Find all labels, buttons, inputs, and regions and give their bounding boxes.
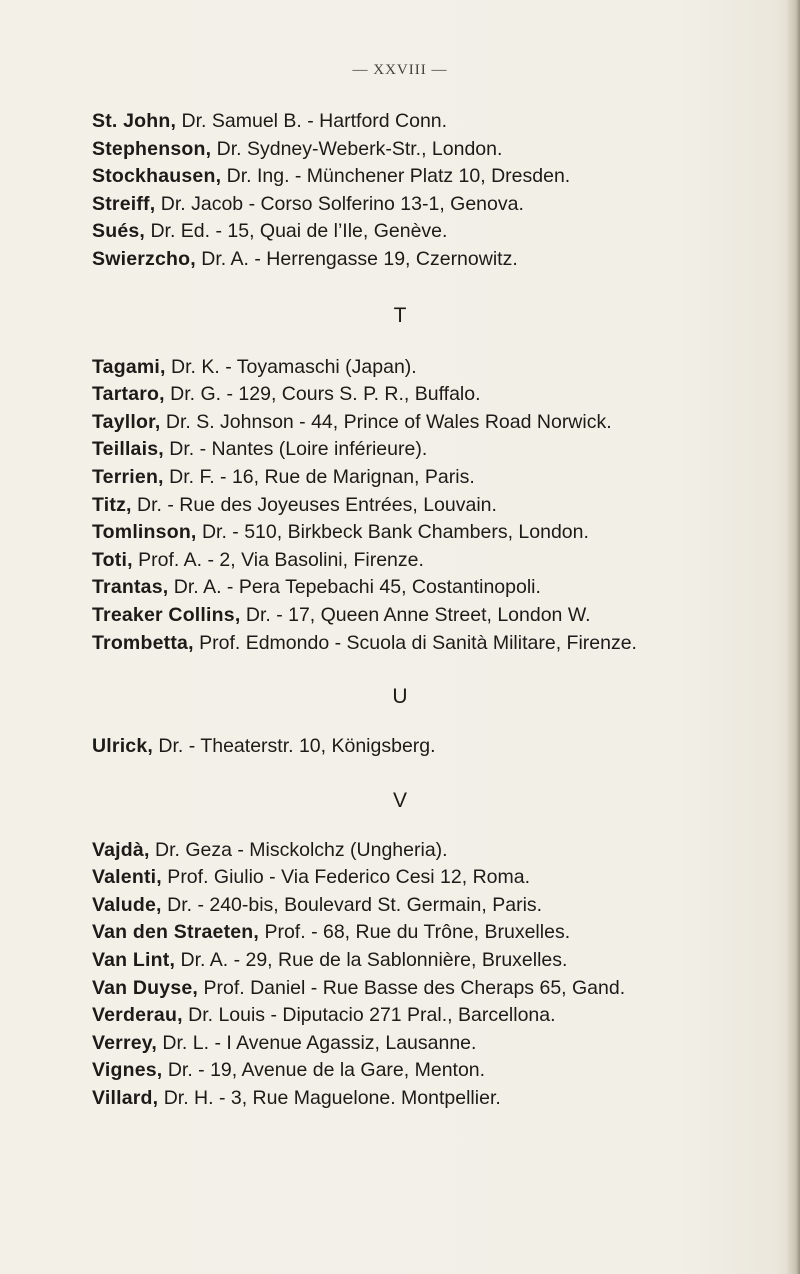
entry-name: Tomlinson, xyxy=(92,521,197,544)
entry-name: Stockhausen, xyxy=(92,165,222,188)
list-item xyxy=(92,574,782,602)
entry-name: Van den Straeten, xyxy=(92,921,260,944)
list-item xyxy=(92,136,782,164)
directory-list xyxy=(92,108,782,1113)
entry-details: Dr. Sydney-Weberk-Str., London. xyxy=(211,137,503,160)
list-item xyxy=(92,1085,782,1113)
list-item xyxy=(92,436,782,464)
list-item xyxy=(92,1057,782,1085)
entry-details: Dr. Jacob - Corso Solferino 13-1, Genova. xyxy=(155,192,524,215)
entry-name: Tartaro, xyxy=(92,383,165,406)
entry-details: Dr. Ing. - Münchener Platz 10, Dresden. xyxy=(221,165,571,188)
entry-name: Tagami, xyxy=(92,355,166,378)
entry-name: Sués, xyxy=(92,220,146,243)
entry-details: Dr. - 510, Birkbeck Bank Chambers, London. xyxy=(196,521,589,544)
entry-name: Vajdà, xyxy=(92,838,150,861)
section-heading-v: V xyxy=(392,788,407,812)
list-item xyxy=(92,108,782,136)
section-s xyxy=(92,108,782,274)
section-u xyxy=(92,733,782,761)
entry-name: Verderau, xyxy=(92,1004,183,1027)
list-item xyxy=(92,733,782,761)
section-t xyxy=(92,354,782,658)
entry-name: Swierzcho, xyxy=(92,247,196,270)
entry-details: Dr. F. - 16, Rue de Marignan, Paris. xyxy=(163,465,475,488)
entry-details: Dr. - Rue des Joyeuses Entrées, Louvain. xyxy=(131,493,497,516)
entry-details: Dr. - 17, Queen Anne Street, London W. xyxy=(240,603,591,626)
entry-name: Treaker Collins, xyxy=(92,603,241,626)
entry-name: Ulrick, xyxy=(92,735,154,758)
list-item xyxy=(92,630,782,658)
entry-details: Dr. G. - 129, Cours S. P. R., Buffalo. xyxy=(164,383,481,406)
entry-details: Dr. Samuel B. - Hartford Conn. xyxy=(176,110,448,132)
entry-name: Streiff, xyxy=(92,192,156,215)
list-item xyxy=(92,464,782,492)
entry-details: Dr. K. - Toyamaschi (Japan). xyxy=(165,355,417,378)
entry-details: Prof. Edmondo - Scuola di Sanità Militare, Firenze. xyxy=(193,631,637,654)
list-item xyxy=(92,892,782,920)
entry-name: Van Lint, xyxy=(92,949,176,972)
entry-details: Prof. Giulio - Via Federico Cesi 12, Roma. xyxy=(161,866,531,889)
list-item xyxy=(92,218,782,246)
entry-details: Dr. H. - 3, Rue Maguelone. Montpellier. xyxy=(158,1087,501,1110)
page-edge-shadow xyxy=(786,0,800,1274)
entry-name: Titz, xyxy=(92,493,132,516)
entry-details: Dr. A. - 29, Rue de la Sablonnière, Bruxelles. xyxy=(175,949,568,972)
list-item xyxy=(92,975,782,1003)
entry-details: Dr. Ed. - 15, Quai de l’Ile, Genève. xyxy=(145,220,448,243)
entry-name: Verrey, xyxy=(92,1031,158,1054)
entry-name: Tayllor, xyxy=(92,410,161,433)
entry-name: Valude, xyxy=(92,893,162,916)
entry-details: Dr. A. - Herrengasse 19, Czernowitz. xyxy=(195,247,518,270)
list-item xyxy=(92,547,782,575)
entry-details: Dr. - 19, Avenue de la Gare, Menton. xyxy=(162,1059,486,1082)
list-item xyxy=(92,864,782,892)
section-heading-u: U xyxy=(392,685,408,709)
entry-name: Valenti, xyxy=(92,866,162,889)
list-item xyxy=(92,519,782,547)
entry-name: Terrien, xyxy=(92,465,164,488)
entry-details: Dr. - Nantes (Loire inférieure). xyxy=(163,438,428,461)
list-item xyxy=(92,919,782,947)
entry-name: Toti, xyxy=(92,548,133,571)
entry-details: Dr. L. - I Avenue Agassiz, Lausanne. xyxy=(157,1031,477,1054)
entry-name: Van Duyse, xyxy=(92,976,199,999)
entry-details: Prof. Daniel - Rue Basse des Cheraps 65, Gand. xyxy=(198,976,626,999)
list-item xyxy=(92,191,782,219)
list-item xyxy=(92,492,782,520)
entry-details: Dr. Louis - Diputacio 271 Pral., Barcellona. xyxy=(182,1004,556,1027)
list-item xyxy=(92,1002,782,1030)
entry-details: Dr. S. Johnson - 44, Prince of Wales Road Norwick. xyxy=(160,410,612,433)
entry-details: Dr. Geza - Misckolchz (Ungheria). xyxy=(149,838,448,861)
list-item xyxy=(92,354,782,382)
list-item xyxy=(92,163,782,191)
entry-name: Trantas, xyxy=(92,576,169,599)
section-v xyxy=(92,837,782,1113)
entry-details: Prof. - 68, Rue du Trône, Bruxelles. xyxy=(259,921,571,944)
entry-name: Villard, xyxy=(92,1087,159,1110)
entry-name: Stephenson, xyxy=(92,137,212,160)
entry-details: Dr. - Theaterstr. 10, Königsberg. xyxy=(153,735,436,758)
entry-name: Trombetta, xyxy=(92,631,194,654)
entry-details: Prof. A. - 2, Via Basolini, Firenze. xyxy=(132,548,424,571)
list-item xyxy=(92,602,782,630)
list-item xyxy=(92,381,782,409)
list-item xyxy=(92,947,782,975)
list-item xyxy=(92,837,782,865)
page-number: — XXVIII — xyxy=(352,62,448,78)
entry-name: Teillais, xyxy=(92,438,164,461)
list-item xyxy=(92,246,782,274)
list-item xyxy=(92,409,782,437)
list-item xyxy=(92,1030,782,1058)
entry-details: Dr. A. - Pera Tepebachi 45, Costantinopoli. xyxy=(168,576,541,599)
entry-details: Dr. - 240-bis, Boulevard St. Germain, Paris. xyxy=(161,893,543,916)
entry-name: St. John, xyxy=(92,110,177,132)
section-heading-t: T xyxy=(393,303,407,327)
entry-name: Vignes, xyxy=(92,1059,163,1082)
